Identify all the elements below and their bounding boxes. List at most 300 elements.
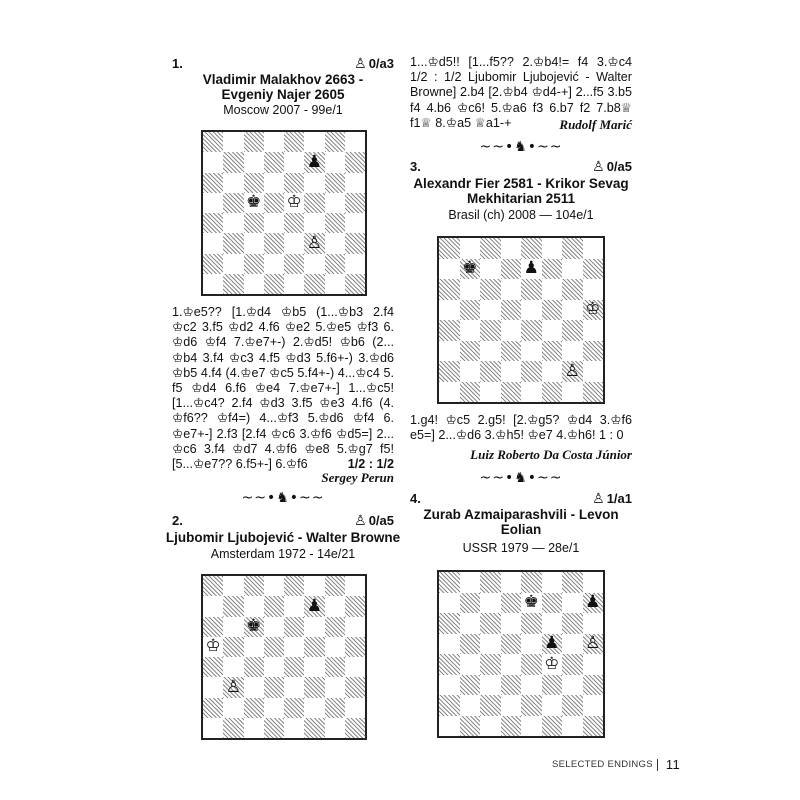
square-f3 [542,341,563,362]
square-a7 [439,593,460,614]
white-pawn-icon: ♙ [564,360,580,381]
square-e7 [284,596,304,616]
square-g1 [325,274,345,294]
square-c2 [480,695,501,716]
square-h8 [345,576,365,596]
square-c1 [480,716,501,737]
square-e1 [284,718,304,738]
square-a1 [203,718,223,738]
square-d8 [264,132,284,152]
square-c6 [244,617,264,637]
square-g3 [325,677,345,697]
square-f5 [304,637,324,657]
square-e3 [521,341,542,362]
game-2-header [172,512,394,529]
white-king-icon: ♔ [205,636,221,657]
square-h2 [345,698,365,718]
square-c4 [244,657,264,677]
square-c6 [480,279,501,300]
square-c8 [244,132,264,152]
square-h7 [345,152,365,172]
square-h6 [345,173,365,193]
square-c3 [480,675,501,696]
square-b5 [460,634,481,655]
pawn-icon: ♙ [592,490,605,506]
square-e8 [521,238,542,259]
square-c3 [480,341,501,362]
game-2-chessboard [201,574,367,740]
square-e2 [521,361,542,382]
square-a6 [203,173,223,193]
square-h7 [583,593,604,614]
ornament-divider-3: ~~•♞•~~ [479,470,563,486]
square-h1 [583,716,604,737]
square-a8 [203,576,223,596]
black-pawn-icon: ♟ [523,258,539,279]
game-3-material-code: 0/a5 [606,159,632,174]
ornament-divider-2: ~~•♞•~~ [479,139,563,155]
square-e5 [521,300,542,321]
square-g6 [562,279,583,300]
square-e6 [284,173,304,193]
square-b7 [223,152,243,172]
square-h5 [583,634,604,655]
game-1-material-code: 0/a3 [368,56,394,71]
square-g2 [562,695,583,716]
square-h1 [583,382,604,403]
square-c1 [244,274,264,294]
square-f6 [542,279,563,300]
square-b7 [460,259,481,280]
square-h3 [583,675,604,696]
square-g7 [562,259,583,280]
square-f7 [304,152,324,172]
square-b3 [223,233,243,253]
square-a3 [203,233,223,253]
square-e6 [521,613,542,634]
square-g6 [325,617,345,637]
game-1-author: Sergey Perun [321,470,394,485]
square-e3 [284,677,304,697]
square-e2 [521,695,542,716]
square-e7 [521,593,542,614]
square-e7 [284,152,304,172]
square-e3 [284,233,304,253]
square-d6 [501,279,522,300]
square-a5 [439,634,460,655]
square-f4 [542,654,563,675]
square-g8 [325,132,345,152]
square-h4 [583,654,604,675]
game-1-players-line-1: Vladimir Malakhov 2663 - [202,72,364,87]
square-b8 [460,238,481,259]
square-d1 [501,716,522,737]
square-e6 [284,617,304,637]
square-a2 [439,361,460,382]
square-h8 [345,132,365,152]
game-1-chessboard [201,130,367,296]
square-d7 [501,593,522,614]
square-b8 [223,576,243,596]
square-d1 [501,382,522,403]
square-g1 [325,718,345,738]
square-c2 [244,254,264,274]
square-d5 [501,300,522,321]
game-1-number: 1. [172,56,183,71]
square-g5 [325,637,345,657]
square-g7 [325,152,345,172]
black-king-icon: ♚ [523,592,539,613]
square-b7 [223,596,243,616]
square-b1 [460,382,481,403]
square-b2 [223,698,243,718]
square-a4 [439,654,460,675]
square-g4 [562,654,583,675]
square-f6 [542,613,563,634]
square-c7 [244,596,264,616]
square-d7 [264,152,284,172]
square-g6 [325,173,345,193]
square-e1 [284,274,304,294]
square-h2 [583,361,604,382]
square-b7 [460,593,481,614]
square-b3 [223,677,243,697]
square-a1 [203,274,223,294]
square-d7 [264,596,284,616]
square-h1 [345,274,365,294]
square-g6 [562,613,583,634]
square-g2 [325,698,345,718]
game-4-number: 4. [410,491,421,506]
game-1-result: 1/2 : 1/2 [347,457,394,472]
square-c6 [480,613,501,634]
square-c3 [244,677,264,697]
square-a5 [203,637,223,657]
square-e2 [284,698,304,718]
square-b4 [460,654,481,675]
square-a2 [203,254,223,274]
square-d1 [264,718,284,738]
game-3-moves [410,413,632,443]
square-h4 [345,657,365,677]
square-b1 [460,716,481,737]
square-g4 [325,657,345,677]
game-4-code [592,490,632,507]
square-h6 [345,617,365,637]
square-d3 [501,675,522,696]
square-h3 [583,341,604,362]
game-1-event: Moscow 2007 - 99e/1 [223,103,343,117]
white-pawn-icon: ♙ [225,676,241,697]
square-f2 [542,361,563,382]
square-a3 [439,675,460,696]
square-a4 [203,657,223,677]
square-h5 [583,300,604,321]
game-4-players-line-2: Eolian [500,522,542,537]
game-4-players [400,507,642,537]
square-f8 [304,576,324,596]
square-c5 [480,300,501,321]
square-g3 [562,675,583,696]
square-d8 [501,238,522,259]
square-h5 [345,637,365,657]
square-f6 [304,173,324,193]
square-h3 [345,677,365,697]
square-b1 [223,274,243,294]
square-b5 [223,637,243,657]
square-h1 [345,718,365,738]
square-d2 [264,698,284,718]
square-b4 [460,320,481,341]
black-pawn-icon: ♟ [306,595,322,616]
square-g8 [562,572,583,593]
game-3-players-line-2: Mekhitarian 2511 [466,191,576,206]
black-king-icon: ♚ [246,192,262,213]
square-h2 [345,254,365,274]
square-f8 [542,238,563,259]
game-2-moves-text: 1...♔d5!! [1...f5?? 2.♔b4!= f4 3.♔c4 1/2 : 1/2 Ljubomir Ljubojević - Walter Browne] 2.b4 [2.♔b4 ♔d4-+] 2...f5 3.b5 f4 4.b6 ♔c6! 5.♔a6 f3 6.b7 f2 7.b8♕ f1♕ 8.♔a5 ♕a1-+ [410,55,632,130]
square-e5 [521,634,542,655]
page-number: 11 [665,757,680,772]
game-2-players [165,530,401,545]
square-f3 [304,233,324,253]
square-d4 [501,320,522,341]
square-d8 [264,576,284,596]
square-a5 [203,193,223,213]
square-a6 [439,613,460,634]
game-3-event: Brasil (ch) 2008 — 104e/1 [448,208,594,222]
square-c5 [244,637,264,657]
square-f2 [542,695,563,716]
square-h8 [583,572,604,593]
square-d6 [501,613,522,634]
square-h7 [345,596,365,616]
square-c5 [480,634,501,655]
square-b6 [460,279,481,300]
square-g2 [325,254,345,274]
square-a2 [439,695,460,716]
white-king-icon: ♔ [544,653,560,674]
square-c6 [244,173,264,193]
square-e4 [284,213,304,233]
square-h7 [583,259,604,280]
square-a1 [439,716,460,737]
square-a8 [203,132,223,152]
square-g8 [325,576,345,596]
pawn-icon: ♙ [354,55,367,71]
game-1-players-line-2: Evgeniy Najer 2605 [221,87,345,102]
black-king-icon: ♚ [462,258,478,279]
square-g3 [325,233,345,253]
game-4-chessboard [437,570,605,738]
game-3-moves-text: 1.g4! ♔c5 2.g5! [2.♔g5? ♔d4 3.♔f6 e5=] 2...♔d6 3.♔h5! ♔e7 4.♔h6! 1 : 0 [410,413,632,443]
square-d4 [264,657,284,677]
square-a1 [439,382,460,403]
square-b2 [223,254,243,274]
square-f8 [304,132,324,152]
square-f7 [542,593,563,614]
square-c4 [480,654,501,675]
square-f1 [542,382,563,403]
game-3-chessboard [437,236,605,404]
square-d2 [501,695,522,716]
square-f3 [542,675,563,696]
square-g7 [325,596,345,616]
square-g5 [562,300,583,321]
square-c7 [480,259,501,280]
square-a3 [439,341,460,362]
square-e4 [284,657,304,677]
square-d3 [264,677,284,697]
square-e8 [521,572,542,593]
square-f3 [304,677,324,697]
square-h3 [345,233,365,253]
square-c2 [244,698,264,718]
black-king-icon: ♚ [246,616,262,637]
game-3-players [400,176,642,206]
square-a2 [203,698,223,718]
square-f1 [304,718,324,738]
square-d5 [264,637,284,657]
ornament-divider-1: ~~•♞•~~ [241,490,325,506]
game-1-moves-text: 1.♔e5?? [1.♔d4 ♔b5 (1...♔b3 2.f4 ♔c2 3.f5 ♔d2 4.f6 ♔e2 5.♔e5 ♔f3 6. ♔d6 ♔f4 7.♔e7+-) 2.♔d5! ♔b6 (2... ♔b4 3.f4 ♔c3 4.f5 ♔d3 5.f6+-) 3.♔d6 ♔b5 4.f4 (4.♔e7 ♔c5 5.f4+-) 4...♔c4 5. f5 ♔d4 6.f6 ♔e4 7.♔e7+-] 1...♔c5! [1...♔c4? 2.f4 ♔d3 3.f5 ♔e3 4.f6 (4. ♔f6?? ♔f4=) 4...♔f3 5.♔d6 ♔f4 6. ♔e7+-] 2.f3 [2.f4 ♔c6 3.♔f6 ♔d5=] 2... ♔c6 3.f4 ♔d7 4.♔f6 ♔e8 5.♔g7 f5! [5...♔e7?? 6.f5+-] 6.♔f6 [172,305,394,472]
square-c4 [244,213,264,233]
square-e5 [284,637,304,657]
white-king-icon: ♔ [286,192,302,213]
square-d5 [264,193,284,213]
game-2-code [354,512,394,529]
square-g4 [325,213,345,233]
square-d6 [264,173,284,193]
square-e8 [284,576,304,596]
game-4-event: USSR 1979 — 28e/1 [462,541,580,555]
square-d2 [264,254,284,274]
game-2-material-code: 0/a5 [368,513,394,528]
square-b3 [460,341,481,362]
square-g7 [562,593,583,614]
footer-divider [657,759,658,771]
game-2-author: Rudolf Marić [559,117,632,132]
game-3-header [410,158,632,175]
white-king-icon: ♔ [585,299,601,320]
game-3-author: Luiz Roberto Da Costa Júnior [470,447,632,462]
square-d3 [501,341,522,362]
game-3-number: 3. [410,159,421,174]
square-f2 [304,698,324,718]
square-f5 [542,634,563,655]
square-b1 [223,718,243,738]
square-d8 [501,572,522,593]
square-e4 [521,320,542,341]
square-f7 [542,259,563,280]
square-a3 [203,677,223,697]
pawn-icon: ♙ [354,512,367,528]
square-g5 [325,193,345,213]
square-c2 [480,361,501,382]
square-a7 [203,596,223,616]
square-c1 [480,382,501,403]
square-b6 [223,173,243,193]
square-b2 [460,695,481,716]
square-d6 [264,617,284,637]
square-f2 [304,254,324,274]
game-1-header [172,55,394,72]
square-h2 [583,695,604,716]
square-c7 [480,593,501,614]
white-pawn-icon: ♙ [585,633,601,654]
square-b4 [223,213,243,233]
square-h6 [583,279,604,300]
square-d4 [501,654,522,675]
game-4-header [410,490,632,507]
square-c5 [244,193,264,213]
square-h8 [583,238,604,259]
square-a7 [439,259,460,280]
square-a6 [203,617,223,637]
game-3-code [592,158,632,175]
game-2-number: 2. [172,513,183,528]
square-g2 [562,361,583,382]
square-f6 [304,617,324,637]
square-d1 [264,274,284,294]
square-a7 [203,152,223,172]
game-4-players-line-1: Zurab Azmaiparashvili - Levon [423,507,619,522]
square-d2 [501,361,522,382]
square-f5 [542,300,563,321]
white-pawn-icon: ♙ [306,232,322,253]
square-c1 [244,718,264,738]
square-c7 [244,152,264,172]
square-h4 [345,213,365,233]
square-e2 [284,254,304,274]
square-c8 [480,238,501,259]
square-e5 [284,193,304,213]
square-b3 [460,675,481,696]
page-footer [500,757,680,772]
square-e3 [521,675,542,696]
black-pawn-icon: ♟ [306,151,322,172]
square-f5 [304,193,324,213]
square-c3 [244,233,264,253]
square-h5 [345,193,365,213]
square-a8 [439,238,460,259]
square-c8 [480,572,501,593]
square-a8 [439,572,460,593]
square-e6 [521,279,542,300]
square-g4 [562,320,583,341]
square-e7 [521,259,542,280]
square-d7 [501,259,522,280]
game-1-code [354,55,394,72]
game-3-players-line-1: Alexandr Fier 2581 - Krikor Sevag [413,176,629,191]
square-h4 [583,320,604,341]
square-b6 [223,617,243,637]
pawn-icon: ♙ [592,158,605,174]
square-c8 [244,576,264,596]
black-pawn-icon: ♟ [585,592,601,613]
square-b6 [460,613,481,634]
square-d4 [264,213,284,233]
square-b4 [223,657,243,677]
square-c4 [480,320,501,341]
square-f4 [542,320,563,341]
square-b8 [223,132,243,152]
square-e8 [284,132,304,152]
square-b5 [460,300,481,321]
square-f1 [542,716,563,737]
square-a6 [439,279,460,300]
square-f1 [304,274,324,294]
